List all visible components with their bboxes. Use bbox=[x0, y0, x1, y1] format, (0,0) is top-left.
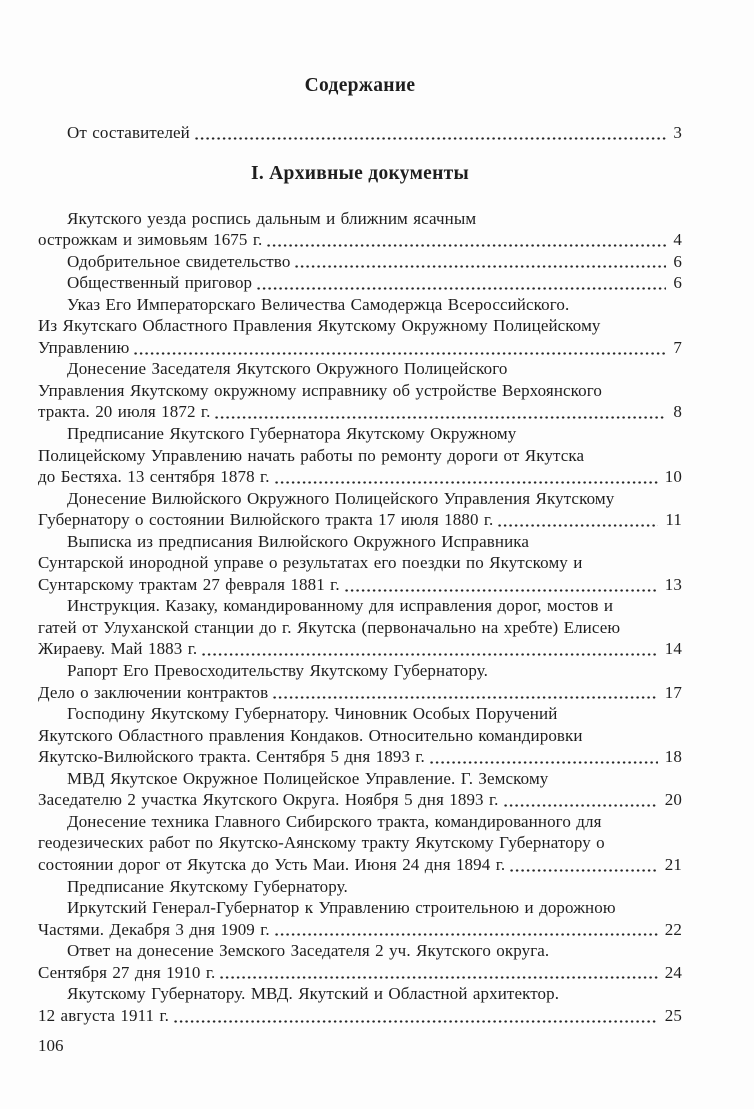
toc-line bbox=[38, 380, 682, 402]
toc-line bbox=[38, 315, 682, 337]
toc-entry-text: Частями. Декабря 3 дня 1909 г. bbox=[38, 919, 270, 939]
folio-page-number: 106 bbox=[38, 1036, 64, 1056]
toc-entry-text: геодезических работ по Якутско-Аянскому тракту Якутскому Губернатору о bbox=[38, 833, 605, 853]
toc-entry bbox=[38, 876, 682, 941]
toc-line bbox=[38, 595, 682, 617]
toc-line bbox=[38, 725, 682, 747]
dot-leader bbox=[498, 524, 658, 527]
toc-entry bbox=[38, 272, 682, 294]
toc-line bbox=[38, 638, 682, 660]
toc-page-number: 13 bbox=[664, 574, 682, 594]
section-toc bbox=[38, 208, 682, 1027]
dot-leader bbox=[134, 352, 666, 355]
toc-entry-text: Заседателю 2 участка Якутского Округа. Ноября 5 дня 1893 г. bbox=[38, 790, 499, 810]
toc-entry-text: Одобрительное свидетельство bbox=[67, 251, 291, 271]
toc-page-number: 17 bbox=[664, 682, 682, 702]
toc-page-number: 14 bbox=[664, 639, 682, 659]
toc-line bbox=[38, 832, 682, 854]
toc-line bbox=[38, 919, 682, 941]
toc-line bbox=[38, 768, 682, 790]
toc-line bbox=[38, 208, 682, 230]
toc-line bbox=[38, 854, 682, 876]
toc-entry-text: Якутско-Вилюйского тракта. Сентября 5 дня 1893 г. bbox=[38, 747, 425, 767]
dot-leader bbox=[195, 137, 667, 140]
toc-entry bbox=[38, 811, 682, 876]
toc-entry-text: тракта. 20 июля 1872 г. bbox=[38, 402, 211, 422]
toc-entry-text: Якутского Областного правления Кондаков. Относительно командировки bbox=[38, 725, 583, 745]
toc-line bbox=[38, 660, 682, 682]
toc-entry bbox=[38, 768, 682, 811]
toc-entry bbox=[38, 122, 682, 144]
toc-entry bbox=[38, 251, 682, 273]
section-heading: I. Архивные документы bbox=[250, 162, 470, 184]
toc-entry-text: Сентября 27 дня 1910 г. bbox=[38, 962, 216, 982]
toc-line bbox=[38, 703, 682, 725]
toc-page-number: 8 bbox=[673, 402, 682, 422]
dot-leader bbox=[510, 869, 658, 872]
toc-line bbox=[38, 337, 682, 359]
toc-entry-text: От составителей bbox=[67, 123, 190, 142]
toc-line bbox=[38, 445, 682, 467]
toc-line bbox=[38, 229, 682, 251]
dot-leader bbox=[504, 804, 658, 807]
toc-entry-text: Якутского уезда роспись дальным и ближним ясачным bbox=[67, 208, 477, 228]
toc-entry-text: Выписка из предписания Вилюйского Окружного Исправника bbox=[67, 531, 530, 551]
dot-leader bbox=[295, 265, 666, 268]
toc-page-number: 21 bbox=[664, 854, 682, 874]
dot-leader bbox=[430, 761, 658, 764]
toc-page-number: 6 bbox=[673, 273, 682, 293]
toc-line bbox=[38, 897, 682, 919]
toc-line bbox=[38, 876, 682, 898]
toc-entry-text: Сунтарскому трактам 27 февраля 1881 г. bbox=[38, 574, 340, 594]
toc-line bbox=[38, 509, 682, 531]
toc-page-number: 20 bbox=[664, 790, 682, 810]
toc-entry-text: острожкам и зимовьям 1675 г. bbox=[38, 230, 263, 250]
toc-page-number: 24 bbox=[664, 962, 682, 982]
toc-line bbox=[38, 294, 682, 316]
toc-page-number: 11 bbox=[665, 510, 682, 530]
toc-entry-text: состоянии дорог от Якутска до Усть Маи. Июня 24 дня 1894 г. bbox=[38, 854, 506, 874]
dot-leader bbox=[174, 1020, 658, 1023]
toc-entry-text: гатей от Улуханской станции до г. Якутска (первоначально на хребте) Елисею bbox=[38, 617, 621, 637]
toc-page-number: 3 bbox=[673, 123, 682, 142]
toc-entry-text: Якутскому Губернатору. МВД. Якутский и Областной архитектор. bbox=[67, 984, 560, 1004]
toc-entry-text: до Бестяха. 13 сентября 1878 г. bbox=[38, 467, 270, 487]
toc-line bbox=[38, 617, 682, 639]
toc-entry-text: Инструкция. Казаку, командированному для исправления дорог, мостов и bbox=[67, 596, 614, 616]
toc-entry-text: Сунтарской инородной управе о результатах его поездки по Якутскому и bbox=[38, 553, 583, 573]
page-title: Содержание bbox=[304, 75, 416, 96]
toc-entry bbox=[38, 423, 682, 488]
toc-line bbox=[38, 423, 682, 445]
toc-entry-text: Предписание Якутскому Губернатору. bbox=[67, 876, 348, 896]
toc-entry-text: Ответ на донесение Земского Заседателя 2 уч. Якутского округа. bbox=[67, 941, 550, 961]
toc-line bbox=[38, 940, 682, 962]
dot-leader bbox=[202, 653, 658, 656]
toc-entry-text: Указ Его Императорскаго Величества Самодержца Всероссийского. bbox=[67, 294, 570, 314]
toc-line bbox=[38, 574, 682, 596]
toc-line bbox=[38, 746, 682, 768]
toc-entry bbox=[38, 531, 682, 596]
toc-line bbox=[38, 962, 682, 984]
toc-entry-text: Иркутский Генерал-Губернатор к Управлению строительною и дорожною bbox=[67, 898, 616, 918]
toc-page-number: 10 bbox=[664, 467, 682, 487]
dot-leader bbox=[345, 589, 658, 592]
toc-entry bbox=[38, 488, 682, 531]
toc-entry-text: Полицейскому Управлению начать работы по ремонту дороги от Якутска bbox=[38, 445, 585, 465]
toc-line bbox=[38, 401, 682, 423]
toc-entry-text: Господину Якутскому Губернатору. Чиновник Особых Поручений bbox=[67, 704, 558, 724]
toc-entry-text: Из Якутскаго Областного Правления Якутскому Окружному Полицейскому bbox=[38, 316, 601, 336]
toc-line bbox=[38, 531, 682, 553]
dot-leader bbox=[267, 244, 666, 247]
toc-entry-text: МВД Якутское Окружное Полицейское Управление. Г. Земскому bbox=[67, 768, 549, 788]
dot-leader bbox=[273, 696, 658, 699]
toc-entry-text: 12 августа 1911 г. bbox=[38, 1005, 169, 1025]
toc-entry bbox=[38, 660, 682, 703]
toc-entry-text: Рапорт Его Превосходительству Якутскому Губернатору. bbox=[67, 661, 488, 681]
toc-line bbox=[38, 272, 682, 294]
toc-line bbox=[38, 251, 682, 273]
toc-entry-text: Предписание Якутского Губернатора Якутскому Окружному bbox=[67, 424, 517, 444]
toc-line bbox=[38, 488, 682, 510]
toc-entry bbox=[38, 294, 682, 359]
toc-page-number: 22 bbox=[664, 919, 682, 939]
toc-line bbox=[38, 1005, 682, 1027]
toc-line bbox=[38, 789, 682, 811]
toc-entry bbox=[38, 595, 682, 660]
dot-leader bbox=[275, 933, 658, 936]
toc-entry-text: Управлению bbox=[38, 337, 130, 357]
toc-page-number: 6 bbox=[673, 251, 682, 271]
toc-entry bbox=[38, 983, 682, 1026]
toc-entry-text: Дело о заключении контрактов bbox=[38, 682, 269, 702]
toc-entry bbox=[38, 703, 682, 768]
dot-leader bbox=[220, 976, 657, 979]
toc-entry-text: Донесение Вилюйского Окружного Полицейского Управления Якутскому bbox=[67, 488, 615, 508]
toc-entry bbox=[38, 358, 682, 423]
dot-leader bbox=[257, 287, 666, 290]
toc-page-number: 18 bbox=[664, 747, 682, 767]
dot-leader bbox=[275, 481, 658, 484]
front-matter-toc bbox=[38, 122, 682, 144]
toc-entry bbox=[38, 940, 682, 983]
toc-line bbox=[38, 983, 682, 1005]
toc-entry-text: Общественный приговор bbox=[67, 273, 253, 293]
toc-page-number: 25 bbox=[664, 1005, 682, 1025]
toc-line bbox=[38, 466, 682, 488]
toc-entry-text: Жираеву. Май 1883 г. bbox=[38, 639, 198, 659]
toc-line bbox=[38, 682, 682, 704]
toc-entry-text: Донесение Заседателя Якутского Окружного Полицейского bbox=[67, 359, 508, 379]
toc-entry bbox=[38, 208, 682, 251]
toc-entry-text: Управления Якутскому окружному исправнику об устройстве Верхоянского bbox=[38, 380, 603, 400]
toc-line bbox=[38, 358, 682, 380]
toc-page-number: 7 bbox=[673, 337, 682, 357]
toc-entry-text: Донесение техника Главного Сибирского тракта, командированного для bbox=[67, 811, 602, 831]
toc-page-number: 4 bbox=[673, 230, 682, 250]
toc-line bbox=[38, 811, 682, 833]
toc-entry-text: Губернатору о состоянии Вилюйского тракта 17 июля 1880 г. bbox=[38, 510, 494, 530]
toc-line bbox=[38, 552, 682, 574]
toc-line bbox=[38, 122, 682, 144]
dot-leader bbox=[215, 416, 666, 419]
